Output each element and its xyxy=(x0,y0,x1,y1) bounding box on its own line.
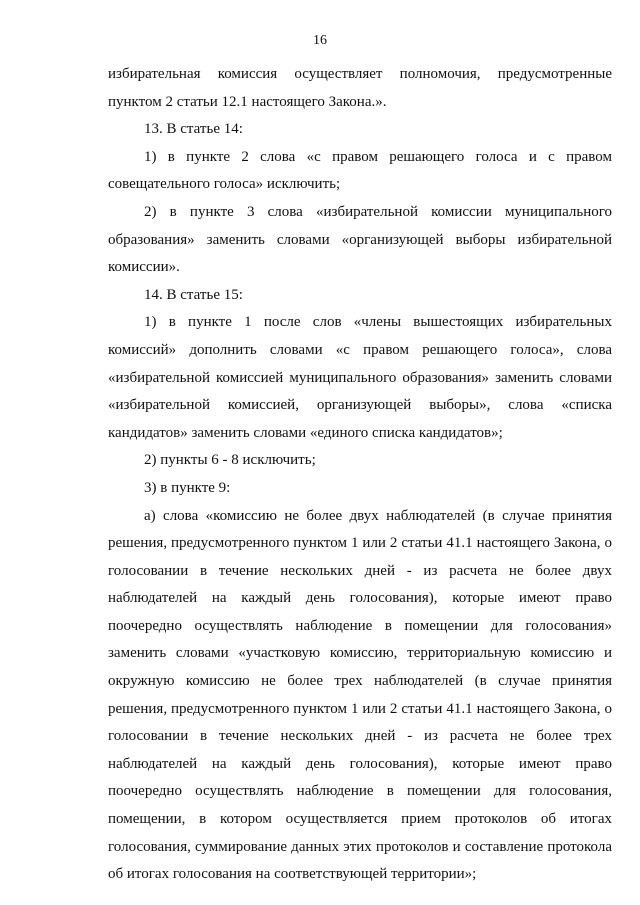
paragraph-item-14-3: 3) в пункте 9: xyxy=(144,479,231,496)
paragraph-item-13-2: 2) в пункте 3 слова «избирательной комиссии муниципального образования» заменить словами «организующей выборы избирательной комиссии». xyxy=(108,203,612,276)
page-number: 16 xyxy=(313,33,327,48)
paragraph-continuation: избирательная комиссия осуществляет полномочия, предусмотренные пунктом 2 статьи 12.1 настоящего Закона.». xyxy=(108,66,612,110)
paragraph-item-14-2: 2) пункты 6 - 8 исключить; xyxy=(144,452,316,469)
paragraph-item-13-1: 1) в пункте 2 слова «с правом решающего голоса и с правом совещательного голоса» исключить; xyxy=(108,148,612,193)
paragraph-item-13: 13. В статье 14: xyxy=(144,121,243,138)
paragraph-item-14: 14. В статье 15: xyxy=(144,286,243,303)
paragraph-item-14-1: 1) в пункте 1 после слов «члены вышестоящих избирательных комиссий» дополнить словами «с правом решающего голоса», слова «избирательной комиссией муниципального образования» заменить словами «избирательной комиссией, организующей выборы», слова «списка кандидатов» заменить словами «единого списка кандидатов»; xyxy=(108,314,612,441)
paragraph-item-14-3-a: а) слова «комиссию не более двух наблюдателей (в случае принятия решения, предусмотренного пунктом 1 или 2 статьи 41.1 настоящего Закона, о голосовании в течение нескольких дней - из расчета не более двух наблюдателей на каждый день голосования), которые имеют право поочередно осуществлять наблюдение в помещении для голосования» заменить словами «участковую комиссию, территориальную комиссию и окружную комиссию не более трех наблюдателей (в случае принятия решения, предусмотренного пунктом 1 или 2 статьи 41.1 настоящего Закона, о голосовании в течение нескольких дней - из расчета не более трех наблюдателей на каждый день голосования), которые имеют право поочередно осуществлять наблюдение в помещении для голосования, помещении, в котором осуществляется прием протоколов об итогах голосования, суммирование данных этих протоколов и составление протокола об итогах голосования на соответствующей территории»; xyxy=(108,507,612,883)
document-body xyxy=(108,61,612,889)
